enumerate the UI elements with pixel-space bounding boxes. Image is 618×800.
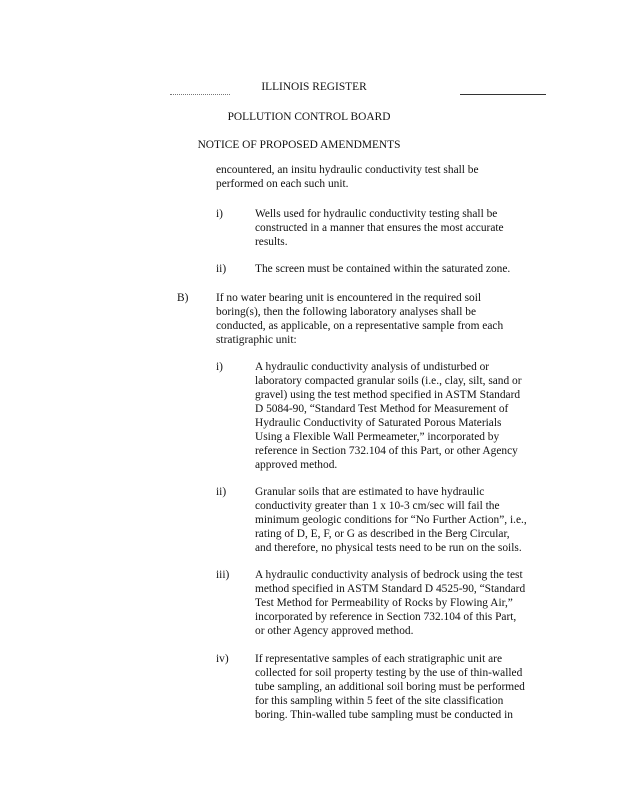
text-line: If representative samples of each stratigraphic unit are: [255, 653, 503, 665]
text-line: gravel) using the test method specified in ASTM Standard: [255, 389, 521, 401]
text-line: tube sampling, an additional soil boring must be performed: [255, 681, 525, 693]
text-line: encountered, an insitu hydraulic conductivity test shall be: [216, 164, 479, 176]
item-marker: i): [216, 208, 223, 220]
text-line: Hydraulic Conductivity of Saturated Porous Materials: [255, 417, 502, 429]
text-line: conducted, as applicable, on a representative sample from each: [216, 320, 504, 332]
list-item: [255, 485, 527, 555]
header-rule-left: [170, 94, 230, 95]
text-line: conductivity greater than 1 x 10-3 cm/sec will fail the: [255, 500, 500, 512]
list-item: [255, 360, 522, 472]
item-marker: i): [216, 361, 223, 373]
text-line: Granular soils that are estimated to have hydraulic: [255, 486, 485, 498]
text-line: A hydraulic conductivity analysis of bedrock using the test: [255, 569, 523, 581]
item-marker: ii): [216, 486, 227, 498]
text-line: boring(s), then the following laboratory analyses shall be: [216, 306, 477, 318]
text-line: minimum geologic conditions for “No Further Action”, i.e.,: [255, 514, 527, 526]
section-marker: B): [177, 292, 189, 304]
text-line: collected for soil property testing by the use of thin-walled: [255, 667, 523, 679]
list-item: [255, 568, 525, 638]
item-marker: iii): [216, 569, 230, 581]
list-item: [255, 207, 504, 249]
text-line: incorporated by reference in Section 732.104 of this Part,: [255, 611, 517, 623]
text-line: results.: [255, 236, 288, 248]
text-line: and therefore, no physical tests need to be run on the soils.: [255, 542, 522, 554]
notice-title: NOTICE OF PROPOSED AMENDMENTS: [197, 139, 401, 151]
text-line: for this sampling within 5 feet of the site classification: [255, 695, 504, 707]
text-line: boring. Thin-walled tube sampling must be conducted in: [255, 709, 513, 721]
text-line: constructed in a manner that ensures the most accurate: [255, 222, 504, 234]
register-title: ILLINOIS REGISTER: [261, 81, 367, 93]
text-line: reference in Section 732.104 of this Part, or other Agency: [255, 445, 518, 457]
item-marker: iv): [216, 653, 229, 665]
text-line: performed on each such unit.: [216, 178, 349, 190]
text-line: approved method.: [255, 459, 338, 471]
list-item: [255, 262, 510, 276]
text-line: Using a Flexible Wall Permeameter,” incorporated by: [255, 431, 500, 443]
text-line: The screen must be contained within the saturated zone.: [255, 263, 511, 275]
agency-title: POLLUTION CONTROL BOARD: [227, 111, 391, 123]
intro-paragraph: [216, 163, 479, 191]
text-line: D 5084-90, “Standard Test Method for Measurement of: [255, 403, 509, 415]
text-line: A hydraulic conductivity analysis of undisturbed or: [255, 361, 490, 373]
text-line: Test Method for Permeability of Rocks by Flowing Air,”: [255, 597, 513, 609]
list-item: [255, 652, 525, 722]
text-line: rating of D, E, F, or G as described in the Berg Circular,: [255, 528, 510, 540]
text-line: Wells used for hydraulic conductivity testing shall be: [255, 208, 498, 220]
text-line: If no water bearing unit is encountered in the required soil: [216, 292, 482, 304]
text-line: or other Agency approved method.: [255, 625, 414, 637]
text-line: laboratory compacted granular soils (i.e., clay, silt, sand or: [255, 375, 522, 387]
text-line: method specified in ASTM Standard D 4525-90, “Standard: [255, 583, 526, 595]
text-line: stratigraphic unit:: [216, 334, 297, 346]
section-paragraph: [216, 291, 503, 347]
header-rule-right: [460, 94, 546, 95]
item-marker: ii): [216, 263, 227, 275]
